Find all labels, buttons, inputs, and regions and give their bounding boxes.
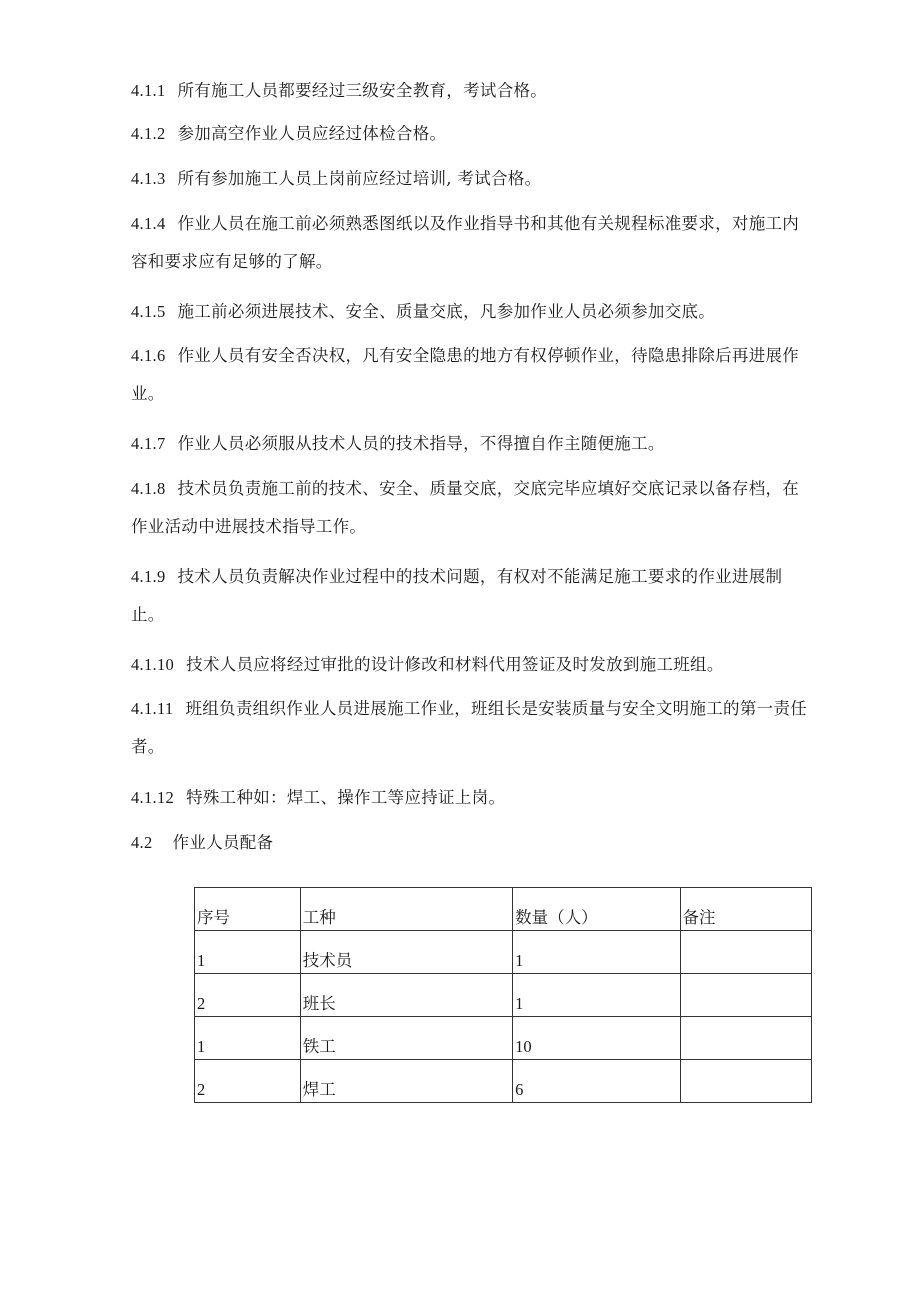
clause-number: 4.1.4	[131, 214, 166, 233]
table-cell: 6	[513, 1060, 680, 1103]
clause-4-1-7	[131, 425, 876, 463]
table-cell: 2	[195, 1060, 301, 1103]
clause-number: 4.1.7	[131, 434, 166, 453]
table-cell: 1	[513, 931, 680, 974]
clause-number: 4.1.12	[131, 788, 175, 807]
table-cell: 1	[513, 974, 680, 1017]
clause-text: 特殊工种如：焊工、操作工等应持证上岗。	[186, 788, 506, 807]
clause-continuation: 业。	[131, 384, 165, 403]
clause-4-1-11	[131, 690, 876, 766]
clause-text: 参加高空作业人员应经过体检合格。	[177, 124, 447, 143]
table-cell: 技术员	[300, 931, 512, 974]
table-cell: 1	[195, 931, 301, 974]
clause-continuation: 容和要求应有足够的了解。	[131, 252, 333, 271]
clause-number: 4.1.2	[131, 124, 166, 143]
clause-4-1-10	[131, 646, 876, 684]
clause-number: 4.1.1	[131, 81, 166, 100]
table-cell: 10	[513, 1017, 680, 1060]
header-cell: 备注	[680, 888, 811, 931]
clause-4-1-4	[131, 205, 876, 281]
clause-text: 作业人员有安全否决权，凡有安全隐患的地方有权停顿作业，待隐患排除后再进展作	[177, 346, 800, 365]
table-cell: 焊工	[300, 1060, 512, 1103]
clause-4-1-2	[131, 115, 876, 153]
clause-continuation: 作业活动中进展技术指导工作。	[131, 517, 367, 536]
table-cell	[680, 1060, 811, 1103]
clause-4-1-6	[131, 337, 876, 413]
clause-number: 4.1.10	[131, 655, 175, 674]
clause-text: 所有施工人员都要经过三级安全教育，考试合格。	[177, 81, 548, 100]
clause-4-1-8	[131, 470, 876, 546]
section-heading-4-2	[131, 824, 876, 862]
clause-continuation: 者。	[131, 737, 165, 756]
clause-text: 作业人员在施工前必须熟悉图纸以及作业指导书和其他有关规程标准要求，对施工内	[177, 214, 800, 233]
clause-4-1-5	[131, 293, 876, 331]
clause-text: 技术员负责施工前的技术、安全、质量交底，交底完毕应填好交底记录以备存档，在	[177, 479, 800, 498]
clause-text: 所有参加施工人员上岗前应经过培训, 考试合格。	[177, 169, 542, 188]
table-header-row	[195, 888, 812, 931]
table-cell: 铁工	[300, 1017, 512, 1060]
table-cell: 1	[195, 1017, 301, 1060]
clause-continuation: 止。	[131, 605, 165, 624]
table-cell: 班长	[300, 974, 512, 1017]
table-cell	[680, 931, 811, 974]
header-cell: 序号	[195, 888, 301, 931]
clause-number: 4.1.11	[131, 699, 174, 718]
clause-number: 4.1.6	[131, 346, 166, 365]
clause-text: 技术人员应将经过审批的设计修改和材料代用签证及时发放到施工班组。	[186, 655, 724, 674]
clause-number: 4.1.3	[131, 169, 166, 188]
clause-4-1-1	[131, 72, 876, 110]
clause-4-1-9	[131, 558, 876, 634]
staffing-table	[194, 887, 812, 1103]
clause-4-1-12	[131, 779, 876, 817]
clause-4-1-3	[131, 160, 876, 198]
clause-text: 技术人员负责解决作业过程中的技术问题，有权对不能满足施工要求的作业进展制	[177, 567, 783, 586]
table-cell	[680, 974, 811, 1017]
table-row	[195, 1017, 812, 1060]
clause-text: 施工前必须进展技术、安全、质量交底，凡参加作业人员必须参加交底。	[177, 302, 716, 321]
clause-text: 作业人员必须服从技术人员的技术指导，不得擅自作主随便施工。	[177, 434, 665, 453]
clause-text: 班组负责组织作业人员进展施工作业，班组长是安装质量与安全文明施工的第一责任	[185, 699, 808, 718]
section-title: 作业人员配备	[172, 833, 274, 852]
table-row	[195, 974, 812, 1017]
clause-number: 4.1.9	[131, 567, 166, 586]
table-row	[195, 931, 812, 974]
section-number: 4.2	[131, 833, 153, 852]
clause-number: 4.1.5	[131, 302, 166, 321]
table-cell: 2	[195, 974, 301, 1017]
clause-number: 4.1.8	[131, 479, 166, 498]
header-cell: 工种	[300, 888, 512, 931]
table-cell	[680, 1017, 811, 1060]
table-row	[195, 1060, 812, 1103]
header-cell: 数量（人）	[513, 888, 680, 931]
